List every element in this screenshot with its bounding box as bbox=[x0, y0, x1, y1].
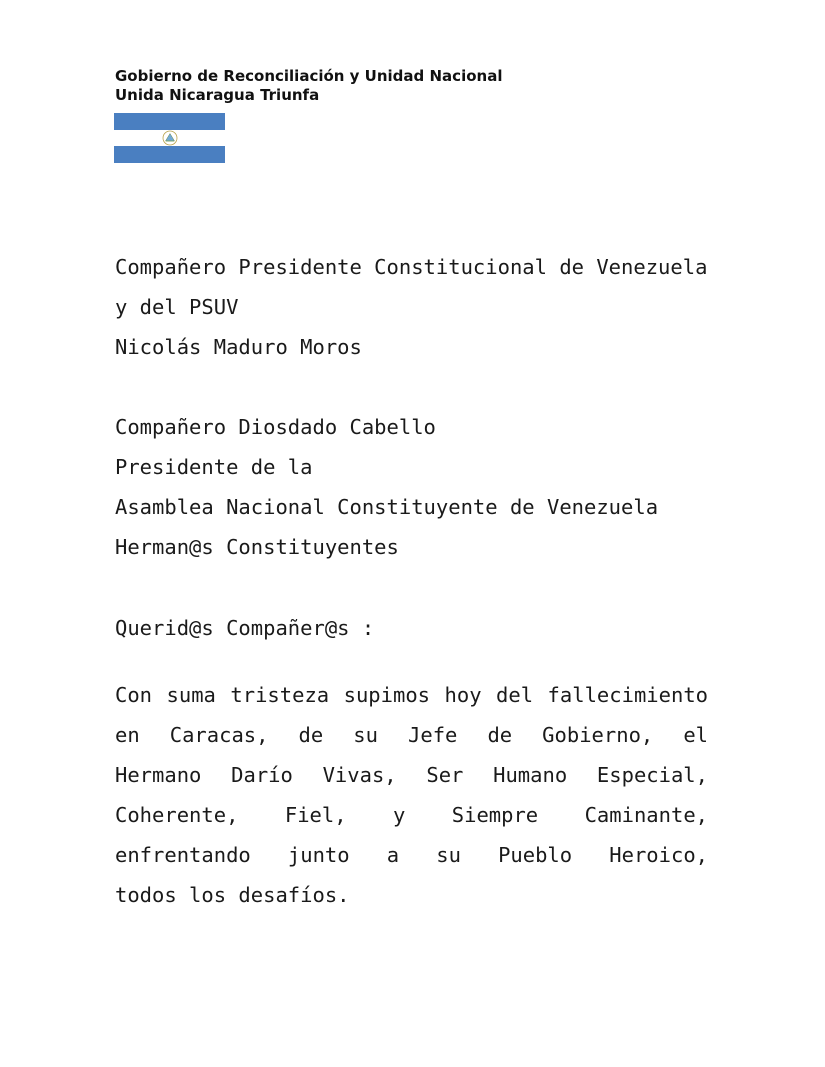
addressee-line: Compañero Diosdado Cabello bbox=[115, 415, 436, 439]
addressee-line: Herman@s Constituyentes bbox=[115, 535, 399, 559]
letterhead-government-name: Gobierno de Reconciliación y Unidad Nacional bbox=[115, 67, 503, 85]
letterhead-slogan: Unida Nicaragua Triunfa bbox=[115, 86, 320, 104]
letter-body-paragraph bbox=[115, 675, 708, 915]
addressee-block-maduro bbox=[115, 247, 707, 367]
body-line: enfrentando junto a su Pueblo Heroico, bbox=[115, 843, 708, 867]
addressee-line: Presidente de la bbox=[115, 455, 313, 479]
body-line: Coherente, Fiel, y Siempre Caminante, bbox=[115, 803, 708, 827]
salutation bbox=[115, 608, 374, 648]
salutation-text: Querid@s Compañer@s : bbox=[115, 616, 375, 640]
coat-of-arms-icon bbox=[160, 130, 180, 146]
body-line: en Caracas, de su Jefe de Gobierno, el bbox=[115, 723, 708, 747]
letterhead bbox=[115, 67, 502, 105]
flag-bottom-stripe bbox=[114, 146, 225, 163]
nicaragua-flag bbox=[114, 113, 225, 163]
addressee-line: Compañero Presidente Constitucional de Venezuela bbox=[115, 255, 708, 279]
body-line: todos los desafíos. bbox=[115, 883, 350, 907]
addressee-line: y del PSUV bbox=[115, 295, 239, 319]
flag-middle-stripe bbox=[114, 130, 225, 147]
addressee-block-cabello bbox=[115, 407, 658, 567]
addressee-line: Asamblea Nacional Constituyente de Venezuela bbox=[115, 495, 659, 519]
body-line: Hermano Darío Vivas, Ser Humano Especial, bbox=[115, 763, 708, 787]
body-line: Con suma tristeza supimos hoy del fallecimiento bbox=[115, 683, 708, 707]
addressee-line: Nicolás Maduro Moros bbox=[115, 335, 362, 359]
flag-top-stripe bbox=[114, 113, 225, 130]
